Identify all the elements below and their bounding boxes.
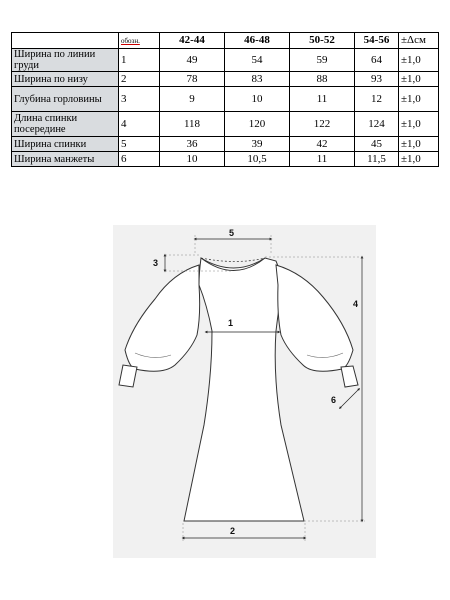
back-neckline <box>201 258 265 262</box>
row-code: 5 <box>119 137 160 152</box>
left-sleeve <box>125 265 200 371</box>
row-code: 3 <box>119 87 160 112</box>
row-value: 124 <box>355 112 399 137</box>
row-value: 11 <box>290 152 355 167</box>
row-value: 42 <box>290 137 355 152</box>
row-value: 39 <box>225 137 290 152</box>
dress-diagram-svg <box>113 225 376 558</box>
row-value: 54 <box>225 49 290 72</box>
row-label: Ширина по линии груди <box>12 49 119 72</box>
row-value: 10 <box>160 152 225 167</box>
row-tolerance: ±1,0 <box>399 72 439 87</box>
measure-label-5: 5 <box>229 228 235 238</box>
row-label: Ширина спинки <box>12 137 119 152</box>
row-value: 83 <box>225 72 290 87</box>
measure-label-1: 1 <box>228 318 234 328</box>
header-size-cell: 54-56 <box>355 33 399 49</box>
row-label: Длина спинки посередине <box>12 112 119 137</box>
header-code-cell: обозн. <box>119 33 160 49</box>
row-value: 10,5 <box>225 152 290 167</box>
table-row <box>12 87 439 112</box>
row-value: 10 <box>225 87 290 112</box>
row-value: 118 <box>160 112 225 137</box>
row-value: 49 <box>160 49 225 72</box>
row-code: 6 <box>119 152 160 167</box>
row-label: Глубина горловины <box>12 87 119 112</box>
row-tolerance: ±1,0 <box>399 87 439 112</box>
measure-label-2: 2 <box>230 526 236 536</box>
table-row <box>12 152 439 167</box>
size-chart-table <box>11 32 439 167</box>
row-value: 64 <box>355 49 399 72</box>
row-tolerance: ±1,0 <box>399 152 439 167</box>
row-value: 12 <box>355 87 399 112</box>
row-code: 1 <box>119 49 160 72</box>
row-label: Ширина по низу <box>12 72 119 87</box>
table-row <box>12 112 439 137</box>
row-value: 11,5 <box>355 152 399 167</box>
right-sleeve <box>276 265 353 371</box>
measure-label-4: 4 <box>353 299 359 309</box>
table-row <box>12 137 439 152</box>
row-tolerance: ±1,0 <box>399 137 439 152</box>
row-value: 120 <box>225 112 290 137</box>
row-value: 78 <box>160 72 225 87</box>
row-value: 11 <box>290 87 355 112</box>
row-value: 122 <box>290 112 355 137</box>
header-empty-cell <box>12 33 119 49</box>
row-label: Ширина манжеты <box>12 152 119 167</box>
header-tolerance-cell: ±Δсм <box>399 33 439 49</box>
header-size-cell: 46-48 <box>225 33 290 49</box>
dress-diagram <box>113 225 376 558</box>
row-tolerance: ±1,0 <box>399 112 439 137</box>
table-row <box>12 49 439 72</box>
row-value: 9 <box>160 87 225 112</box>
table-row <box>12 72 439 87</box>
row-code: 2 <box>119 72 160 87</box>
row-value: 36 <box>160 137 225 152</box>
header-size-cell: 42-44 <box>160 33 225 49</box>
right-cuff <box>341 366 358 387</box>
row-tolerance: ±1,0 <box>399 49 439 72</box>
measure-6-line <box>340 389 359 408</box>
row-value: 93 <box>355 72 399 87</box>
table-header-row <box>12 33 439 49</box>
left-cuff <box>119 365 137 387</box>
row-code: 4 <box>119 112 160 137</box>
row-value: 45 <box>355 137 399 152</box>
header-size-cell: 50-52 <box>290 33 355 49</box>
measure-label-6: 6 <box>331 395 337 405</box>
row-value: 88 <box>290 72 355 87</box>
measure-label-3: 3 <box>153 258 159 268</box>
row-value: 59 <box>290 49 355 72</box>
